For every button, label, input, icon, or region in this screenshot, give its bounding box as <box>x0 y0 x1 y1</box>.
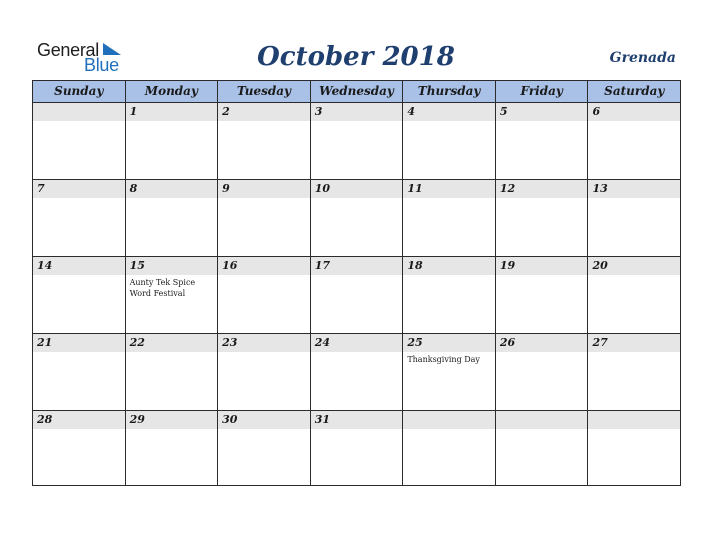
weekday-header <box>33 81 680 103</box>
weekday-friday: Friday <box>496 81 589 102</box>
day-cell[interactable] <box>311 411 404 486</box>
day-number: 30 <box>222 413 238 426</box>
day-number: 26 <box>499 336 516 349</box>
logo-text-general: General <box>37 40 99 60</box>
weekday-tuesday: Tuesday <box>218 81 311 102</box>
page-title: October 2018 <box>257 42 455 72</box>
day-number: 17 <box>314 259 331 272</box>
week-row <box>33 334 680 411</box>
weekday-thursday: Thursday <box>403 81 496 102</box>
day-cell[interactable] <box>496 257 589 333</box>
day-event: Thanksgiving Day <box>407 355 480 364</box>
day-number: 2 <box>222 105 230 118</box>
day-number: 27 <box>592 336 608 349</box>
day-cell[interactable] <box>588 334 680 410</box>
week-row <box>33 411 680 486</box>
day-number: 14 <box>37 259 53 272</box>
day-event: Aunty Tek Spice Word Festival <box>129 278 196 298</box>
day-cell[interactable] <box>496 411 589 486</box>
day-cell[interactable] <box>588 103 680 179</box>
day-cell[interactable] <box>33 180 126 256</box>
day-number: 19 <box>499 259 516 272</box>
day-number: 24 <box>314 336 331 349</box>
day-number: 21 <box>37 336 53 349</box>
day-number: 13 <box>592 182 608 195</box>
day-number: 11 <box>407 182 423 195</box>
day-cell[interactable] <box>496 180 589 256</box>
day-cell[interactable] <box>588 411 680 486</box>
day-cell[interactable] <box>218 180 311 256</box>
day-number: 15 <box>129 259 145 272</box>
day-cell[interactable] <box>126 103 219 179</box>
day-cell[interactable] <box>311 334 404 410</box>
day-number: 25 <box>407 336 423 349</box>
day-cell[interactable] <box>311 103 404 179</box>
day-number: 6 <box>592 105 601 118</box>
day-cell[interactable] <box>126 257 219 333</box>
day-cell[interactable] <box>588 180 680 256</box>
day-cell[interactable] <box>218 334 311 410</box>
weekday-wednesday: Wednesday <box>311 81 404 102</box>
day-number: 31 <box>314 413 331 426</box>
day-number: 28 <box>37 413 53 426</box>
day-cell[interactable] <box>403 334 496 410</box>
weekday-monday: Monday <box>126 81 219 102</box>
week-row <box>33 257 680 334</box>
day-cell[interactable] <box>496 334 589 410</box>
day-cell[interactable] <box>403 257 496 333</box>
day-number: 4 <box>407 105 415 118</box>
day-cell[interactable] <box>218 257 311 333</box>
country-label: Grenada <box>609 50 676 66</box>
week-row <box>33 103 680 180</box>
day-number: 1 <box>129 105 138 118</box>
day-number: 8 <box>129 182 138 195</box>
day-cell[interactable] <box>33 257 126 333</box>
day-number: 20 <box>592 259 608 272</box>
day-cell[interactable] <box>126 334 219 410</box>
day-cell[interactable] <box>311 257 404 333</box>
day-number: 12 <box>499 182 516 195</box>
day-cell[interactable] <box>403 103 496 179</box>
day-cell[interactable] <box>403 411 496 486</box>
day-cell[interactable] <box>33 334 126 410</box>
day-number: 16 <box>222 259 238 272</box>
day-cell[interactable] <box>588 257 680 333</box>
day-cell[interactable] <box>311 180 404 256</box>
day-number: 10 <box>314 182 331 195</box>
day-number: 5 <box>499 105 508 118</box>
calendar-grid <box>32 80 681 486</box>
day-cell[interactable] <box>218 411 311 486</box>
weekday-saturday: Saturday <box>604 84 665 98</box>
day-number: 9 <box>222 182 230 195</box>
logo-text-blue: Blue <box>84 55 119 75</box>
day-cell[interactable] <box>218 103 311 179</box>
day-number: 29 <box>129 413 145 426</box>
day-number: 7 <box>37 182 45 195</box>
day-cell[interactable] <box>33 411 126 486</box>
day-number: 22 <box>129 336 145 349</box>
day-cell[interactable] <box>496 103 589 179</box>
day-cell[interactable] <box>126 411 219 486</box>
day-cell[interactable] <box>126 180 219 256</box>
day-number: 18 <box>407 259 423 272</box>
weekday-sunday: Sunday <box>33 81 126 102</box>
week-row <box>33 180 680 257</box>
day-cell[interactable] <box>403 180 496 256</box>
day-number: 3 <box>314 105 323 118</box>
day-cell[interactable] <box>33 103 126 179</box>
day-number: 23 <box>222 336 238 349</box>
